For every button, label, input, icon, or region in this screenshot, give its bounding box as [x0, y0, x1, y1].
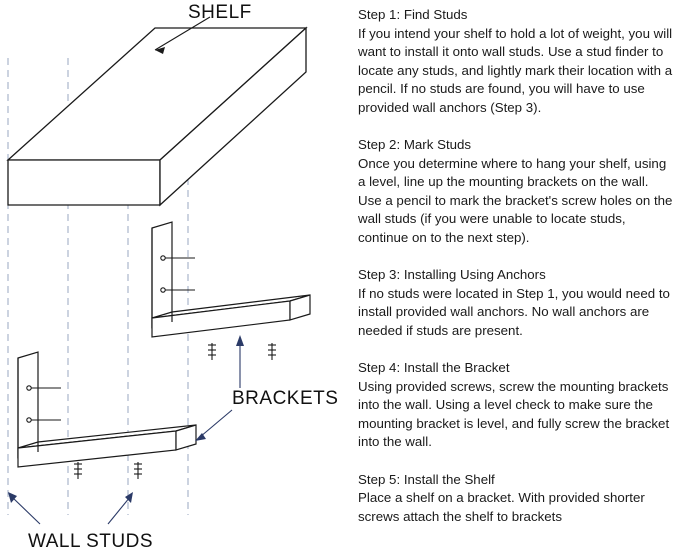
step-body: Place a shelf on a bracket. With provided shorter screws attach the shelf to brackets — [358, 490, 645, 524]
step-title: Step 2: Mark Studs — [358, 137, 472, 152]
wall-studs-arrowhead-left — [8, 492, 17, 503]
wall-studs-leaders — [12, 497, 130, 524]
instruction-step — [358, 266, 674, 340]
brackets-lower-arrowhead — [195, 433, 206, 441]
instruction-step — [358, 6, 674, 117]
step-title: Step 3: Installing Using Anchors — [358, 267, 546, 282]
instruction-step — [358, 359, 674, 452]
step-body: Using provided screws, screw the mounting brackets into the wall. Using a level check to make sure the mounting bracket is level, and fully screw the bracket into the wall. — [358, 378, 670, 449]
brackets-leader-lower — [200, 410, 232, 437]
step-body: If you intend your shelf to hold a lot of weight, you will want to install it onto wall studs. Use a stud finder to locate any studs, and lightly mark their location with a pencil. If no studs are found, you will have to use provided wall anchors (Step 3). — [358, 25, 673, 115]
instructions-column — [358, 6, 674, 545]
instruction-step — [358, 136, 674, 247]
step-title: Step 5: Install the Shelf — [358, 471, 495, 487]
screw-marks-lower — [74, 462, 142, 479]
step-title: Step 4: Install the Bracket — [358, 360, 510, 375]
label-wall-studs: WALL STUDS — [28, 531, 154, 552]
shelf-solid — [8, 28, 306, 205]
upper-bracket — [152, 222, 310, 337]
step-body: If no studs were located in Step 1, you would need to install provided wall anchors. No wall anchors are needed if studs are present. — [358, 285, 670, 338]
step-title: Step 1: Find Studs — [358, 7, 468, 22]
label-shelf: SHELF — [188, 2, 252, 23]
lower-bracket — [18, 352, 196, 467]
instruction-step — [358, 471, 674, 527]
label-brackets: BRACKETS — [232, 388, 339, 409]
step-body: Once you determine where to hang your shelf, using a level, line up the mounting brackets on the wall. Use a pencil to mark the bracket's screw holes on the wall studs (if you were unable to locate studs, continue on to the next step). — [358, 155, 673, 245]
brackets-upper-arrowhead — [236, 335, 244, 346]
